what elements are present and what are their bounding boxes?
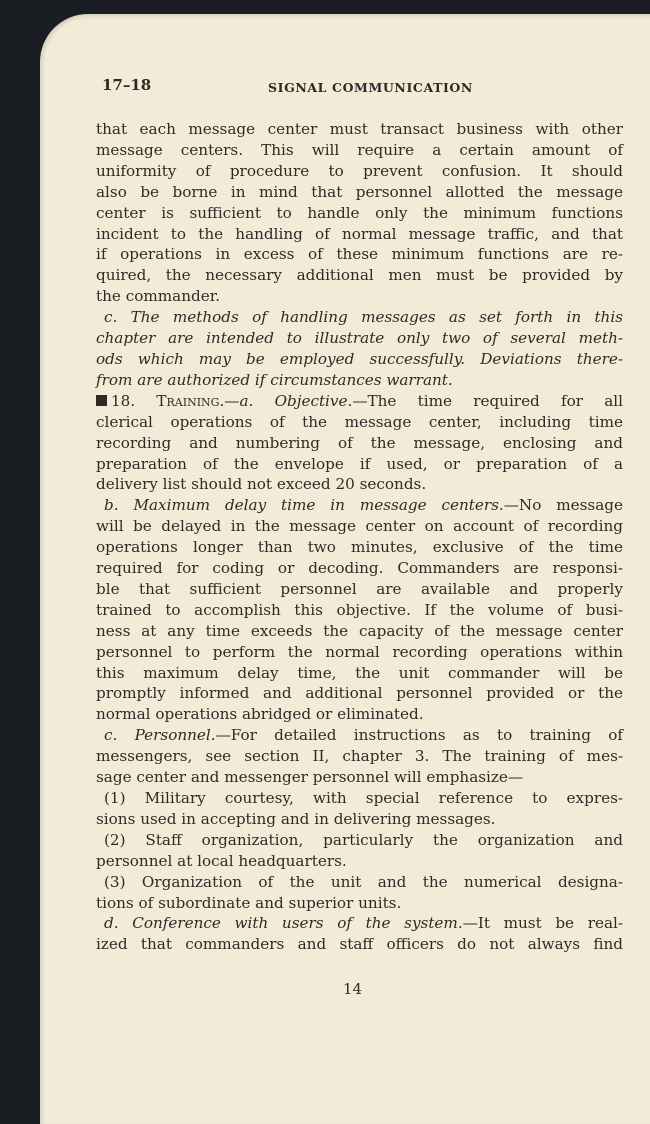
text-line: preparation of the envelope if used, or preparation of a: [96, 454, 623, 473]
section-bullet-icon: [96, 395, 107, 406]
text-line: chapter are intended to illustrate only two of several meth-: [96, 329, 623, 348]
text-line: c. The methods of handling messages as set forth in this: [104, 308, 623, 327]
section-heading-line: 18. Training.—a. Objective.—The time required for all: [96, 391, 623, 412]
text-line: trained to accomplish this objective. If the volume of busi-: [96, 600, 623, 619]
text-line: this maximum delay time, the unit commander will be: [96, 663, 623, 682]
text-line: d. Conference with users of the system.—It must be real-: [104, 914, 623, 933]
text-line: recording and numbering of the message, enclosing and: [96, 433, 623, 452]
text-line: from are authorized if circumstances warrant.: [96, 370, 453, 389]
text-line: the commander.: [96, 287, 221, 306]
text-line: messengers, see section II, chapter 3. The training of mes-: [96, 747, 623, 766]
text-line: message centers. This will require a certain amount of: [96, 140, 623, 159]
text-line: delivery list should not exceed 20 seconds.: [96, 475, 427, 494]
text-line: sions used in accepting and in delivering messages.: [96, 809, 496, 828]
text-line: (2) Staff organization, particularly the organization and: [104, 830, 623, 849]
text-line: that each message center must transact business with other: [96, 120, 623, 138]
text-line: normal operations abridged or eliminated.: [96, 705, 424, 724]
page-number: 14: [343, 980, 363, 998]
page-reference: 17–18: [102, 76, 152, 94]
text-line: (3) Organization of the unit and the numerical designa-: [104, 872, 623, 891]
text-line: operations longer than two minutes, exclusive of the time: [96, 538, 623, 557]
text-line: if operations in excess of these minimum functions are re-: [96, 245, 623, 264]
text-line: ble that sufficient personnel are available and properly: [96, 579, 623, 598]
text-line: incident to the handling of normal message traffic, and that: [96, 224, 623, 243]
text-line: ness at any time exceeds the capacity of the message center: [96, 621, 623, 640]
text-line: (1) Military courtesy, with special reference to expres-: [104, 789, 623, 807]
running-title: SIGNAL COMMUNICATION: [268, 80, 473, 95]
text-line: will be delayed in the message center on account of recording: [96, 517, 623, 536]
text-line: c. Personnel.—For detailed instructions as to training of: [104, 726, 623, 745]
text-line: center is sufficient to handle only the minimum functions: [96, 203, 623, 222]
text-line: quired, the necessary additional men must be provided by: [96, 266, 623, 285]
text-line: also be borne in mind that personnel allotted the message: [96, 182, 623, 201]
text-line: b. Maximum delay time in message centers.—No message: [104, 496, 623, 515]
text-line: ods which may be employed successfully. Deviations there-: [96, 349, 623, 368]
text-line: uniformity of procedure to prevent confusion. It should: [96, 161, 623, 180]
text-line: promptly informed and additional personnel provided or the: [96, 684, 623, 703]
text-line: required for coding or decoding. Commanders are responsi-: [96, 559, 623, 578]
text-line: ized that commanders and staff officers do not always find: [96, 935, 623, 954]
text-line: personnel to perform the normal recording operations within: [96, 642, 623, 661]
text-line: clerical operations of the message center, including time: [96, 412, 623, 431]
text-line: sage center and messenger personnel will emphasize—: [96, 768, 524, 787]
text-line: personnel at local headquarters.: [96, 851, 347, 870]
body-text: [96, 119, 623, 955]
text-line: tions of subordinate and superior units.: [96, 893, 402, 912]
